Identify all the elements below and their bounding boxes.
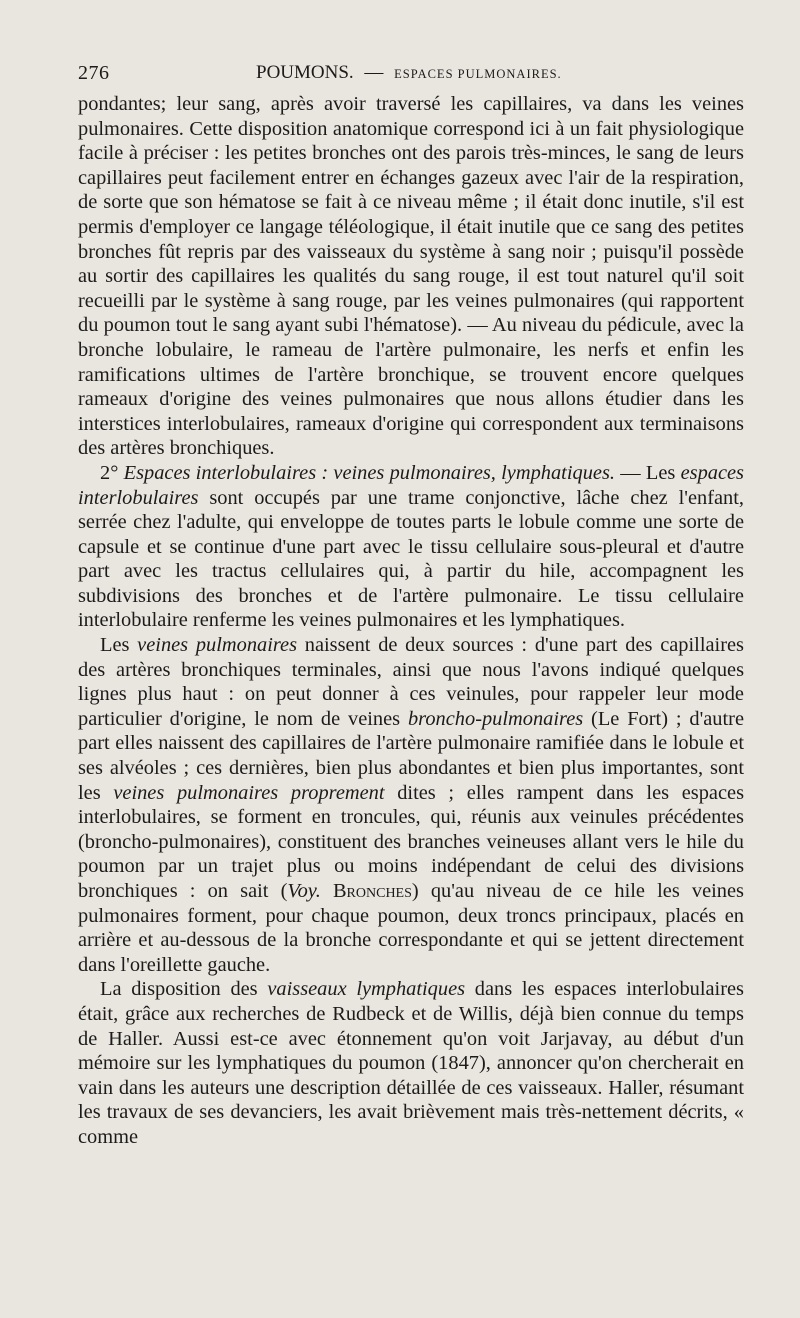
title-dash: — [364, 62, 384, 83]
text-run: dites ; elles rampent dans les espaces interlobulaires, se forment en troncules, qui, réunis aux veinules précédentes (broncho-pulmonaires), constituent des branches veineuses allant vers le hile du poumon par un trajet plus ou moins indépendant de celui des divisions bronchiques : on sait ( [78, 781, 745, 902]
italic-term: veines pulmonaires [137, 634, 298, 657]
text-run [321, 880, 333, 902]
text-run: La disposition des [100, 978, 268, 1001]
italic-term: broncho-pulmonaires [407, 707, 584, 730]
running-title [256, 62, 562, 84]
running-header [78, 62, 746, 88]
text-run: ) qu'au niveau de ce hile les veines pulmonaires forment, pour chaque poumon, deux troncs principaux, placés en arrière et au-dessous de la bronche correspondante et qui se jettent directement dans l'oreillette gauche. [78, 880, 744, 976]
text-run: naissent de deux sources : d'une part des capillaires des artères bronchiques terminales, ainsi que nous l'avons indiqué quelques lignes plus haut : on peut donner à ces veinules, pour rappeler leur mode particulier d'origine, le nom de veines [78, 634, 744, 730]
chapter-title: POUMONS. [256, 62, 354, 83]
italic-term: veines pulmonaires proprement [113, 781, 385, 804]
italic-reference: Voy. [287, 880, 321, 902]
cross-reference: Bronches [332, 880, 412, 902]
text-run: Les [100, 634, 138, 657]
text-run: (Le Fort) ; d'autre part elles naissent des capillaires de l'artère pulmonaire ramifiée dans le lobule et ses alvéoles ; ces dernières, bien plus abondantes et bien plus importantes, sont les [78, 707, 744, 804]
text-run: Les [645, 461, 681, 484]
italic-term: espaces interlobulaires [78, 461, 744, 509]
section-heading: Espaces interlobulaires : veines pulmonaires, lymphatiques. [123, 461, 615, 484]
heading-dash: — [614, 461, 646, 484]
paragraph-1: pondantes; leur sang, après avoir traversé les capillaires, va dans les veines pulmonaires. Cette disposition anatomique correspond ici à un fait physiologique facile à préciser : les petites bronches ont des parois très-minces, le sang de leurs capillaires peut facilement entrer en échanges gazeux avec l'air de la respiration, de sorte que son hématose se fait à ce niveau même ; il était donc inutile, s'il est permis d'employer ce langage téléologique, il était inutile que ce sang des petites bronches fût repris par des vaisseaux du système à sang noir ; puisqu'il possède au sortir des capillaires les qualités du sang rouge, il est tout naturel qu'il soit recueilli par le système à sang rouge, par les veines pulmonaires (qui rapportent du poumon tout le sang ayant subi l'hématose). — Au niveau du pédicule, avec la bronche lobulaire, le rameau de l'artère pulmonaire, les nerfs et enfin les ramifications ultimes de l'artère bronchique, se trouvent encore quelques rameaux d'origine des veines pulmonaires que nous allons étudier dans les interstices interlobulaires, rameaux d'origine qui correspondent aux terminaisons des artères bronchiques. [78, 93, 744, 460]
paragraph-3 [78, 633, 744, 977]
italic-term: vaisseaux lymphatiques [267, 978, 466, 1001]
page-number: 276 [78, 62, 110, 84]
text-run: dans les espaces interlobulaires était, grâce aux recherches de Rudbeck et de Willis, déjà bien connue du temps de Haller. Aussi est-ce avec étonnement qu'on voit Jarjavay, au début d'un mémoire sur les lymphatiques du poumon (1847), annoncer qu'on chercherait en vain dans les auteurs une description détaillée de ces vaisseaux. Haller, résumant les travaux de ses devanciers, les avait brièvement mais très-nettement décrits, « comme [78, 978, 744, 1148]
paragraph-2 [78, 461, 744, 633]
section-number: 2° [100, 461, 119, 484]
text-run: sont occupés par une trame conjonctive, lâche chez l'enfant, serrée chez l'adulte, qui enveloppe de toutes parts le lobule comme une sorte de capsule et se continue d'une part avec le tissu cellulaire sous-pleural et d'autre part avec les tractus cellulaires qui, à partir du hile, accompagnent les subdivisions des bronches et de l'artère pulmonaire. Le tissu cellulaire interlobulaire renferme les veines pulmonaires et les lymphatiques. [78, 486, 744, 632]
body-text [78, 92, 744, 1150]
paragraph-4 [78, 977, 744, 1149]
section-title: ESPACES PULMONAIRES. [394, 67, 562, 81]
